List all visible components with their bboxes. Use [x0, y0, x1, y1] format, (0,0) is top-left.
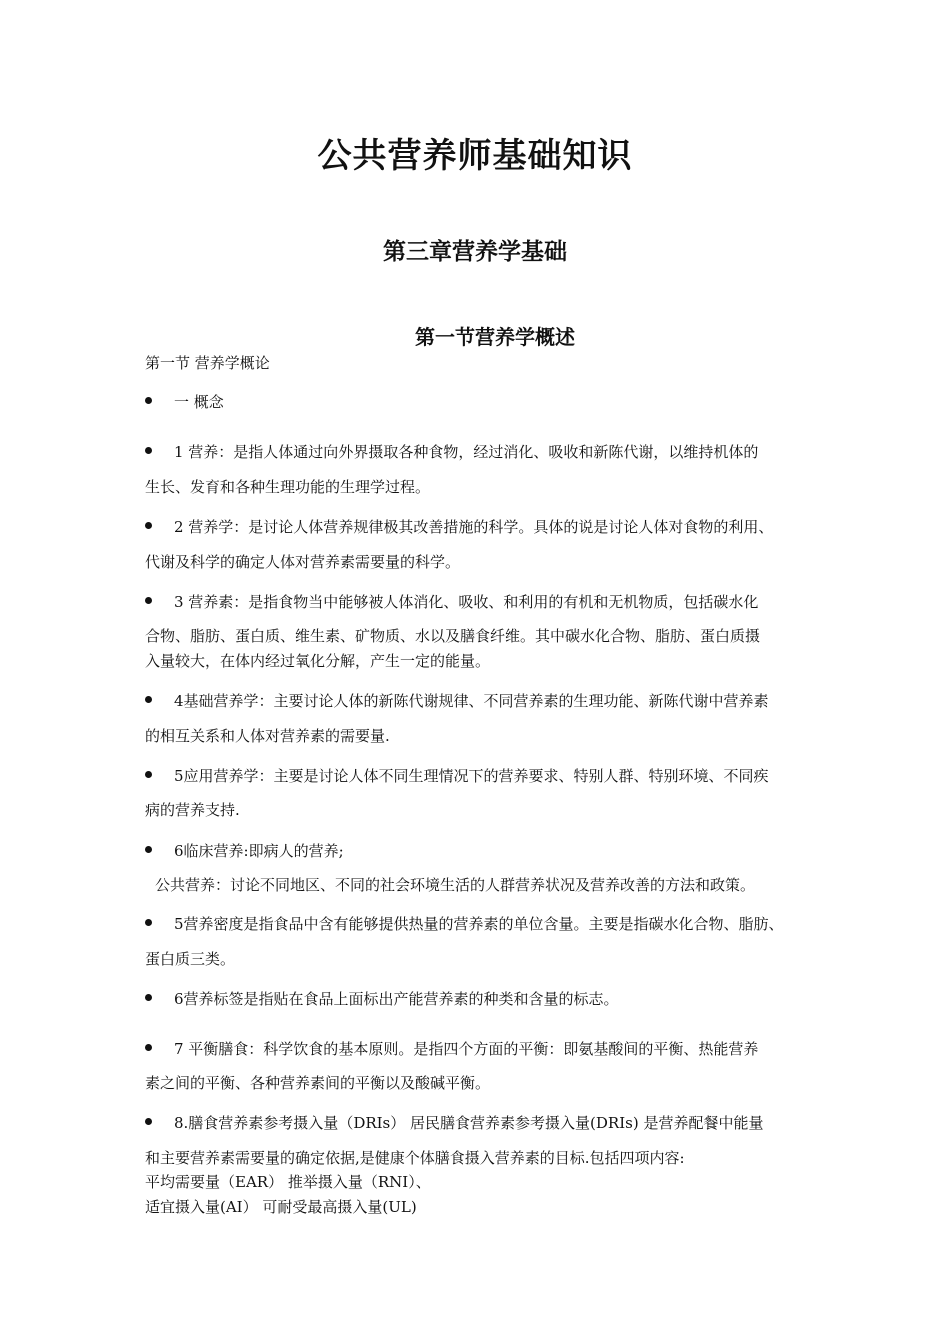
list-item	[145, 1112, 763, 1133]
list-item-continuation: 合物、脂肪、蛋白质、维生素、矿物质、水以及膳食纤维。其中碳水化合物、脂肪、蛋白质摄	[145, 627, 761, 645]
list-item-continuation: 病的营养支持.	[145, 801, 240, 819]
list-item-continuation: 生长、发育和各种生理功能的生理学过程。	[145, 478, 431, 496]
list-item-continuation: 素之间的平衡、各种营养素间的平衡以及酸碱平衡。	[145, 1074, 491, 1092]
list-item-continuation: 和主要营养素需要量的确定依据,是健康个体膳食摄入营养素的目标.包括四项内容:	[145, 1149, 685, 1167]
list-item	[145, 913, 784, 934]
list-item	[145, 765, 769, 786]
list-item	[145, 516, 773, 537]
bullet-icon	[145, 522, 152, 529]
list-item-continuation: 适宜摄入量(AI） 可耐受最高摄入量(UL)	[145, 1198, 417, 1216]
bullet-icon	[145, 771, 152, 778]
list-item-text: 4基础营养学：主要讨论人体的新陈代谢规律、不同营养素的生理功能、新陈代谢中营养素	[174, 692, 769, 710]
bullet-icon	[145, 447, 152, 454]
list-item-text: 2 营养学：是讨论人体营养规律极其改善措施的科学。具体的说是讨论人体对食物的利用、	[174, 518, 774, 536]
list-item	[145, 840, 344, 861]
list-item	[145, 441, 758, 462]
list-item-text: 5营养密度是指食品中含有能够提供热量的营养素的单位含量。主要是指碳水化合物、脂肪、	[174, 915, 784, 933]
bullet-icon	[145, 919, 152, 926]
list-item-continuation: 的相互关系和人体对营养素的需要量.	[145, 727, 390, 745]
list-item	[145, 1038, 758, 1059]
list-item-text: 3 营养素：是指食物当中能够被人体消化、吸收、和利用的有机和无机物质，包括碳水化	[174, 593, 759, 611]
section-heading: 第一节营养学概述	[415, 325, 575, 349]
list-item-continuation: 蛋白质三类。	[145, 950, 236, 968]
chapter-heading: 第三章营养学基础	[383, 238, 567, 265]
bullet-concept	[145, 391, 224, 412]
bullet-icon	[145, 597, 152, 604]
list-item-text: 7 平衡膳食：科学饮食的基本原则。是指四个方面的平衡：即氨基酸间的平衡、热能营养	[174, 1040, 759, 1058]
list-item-continuation: 入量较大，在体内经过氧化分解，产生一定的能量。	[145, 652, 491, 670]
list-item-continuation: 平均需要量（EAR） 推举摄入量（RNI）、	[145, 1173, 431, 1191]
bullet-icon	[145, 397, 152, 404]
list-item-text: 5应用营养学：主要是讨论人体不同生理情况下的营养要求、特别人群、特别环境、不同疾	[174, 767, 769, 785]
bullet-icon	[145, 696, 152, 703]
bullet-text: 一 概念	[174, 393, 224, 411]
list-item-text: 1 营养：是指人体通过向外界摄取各种食物，经过消化、吸收和新陈代谢，以维持机体的	[174, 443, 759, 461]
document-title: 公共营养师基础知识	[317, 136, 633, 176]
list-item-text: 6临床营养:即病人的营养;	[174, 842, 344, 860]
bullet-icon	[145, 846, 152, 853]
list-item-continuation: 公共营养：讨论不同地区、不同的社会环境生活的人群营养状况及营养改善的方法和政策。	[155, 876, 756, 894]
bullet-icon	[145, 1044, 152, 1051]
bullet-icon	[145, 1118, 152, 1125]
list-item	[145, 591, 758, 612]
list-item-text: 6营养标签是指贴在食品上面标出产能营养素的种类和含量的标志。	[174, 990, 619, 1008]
list-item-continuation: 代谢及科学的确定人体对营养素需要量的科学。	[145, 553, 461, 571]
bullet-icon	[145, 994, 152, 1001]
list-item-text: 8.膳食营养素参考摄入量（DRIs） 居民膳食营养素参考摄入量(DRIs) 是营养配餐中能量	[174, 1114, 764, 1132]
list-item	[145, 988, 619, 1009]
list-item	[145, 690, 769, 711]
subsection-heading: 第一节 营养学概论	[145, 354, 270, 372]
